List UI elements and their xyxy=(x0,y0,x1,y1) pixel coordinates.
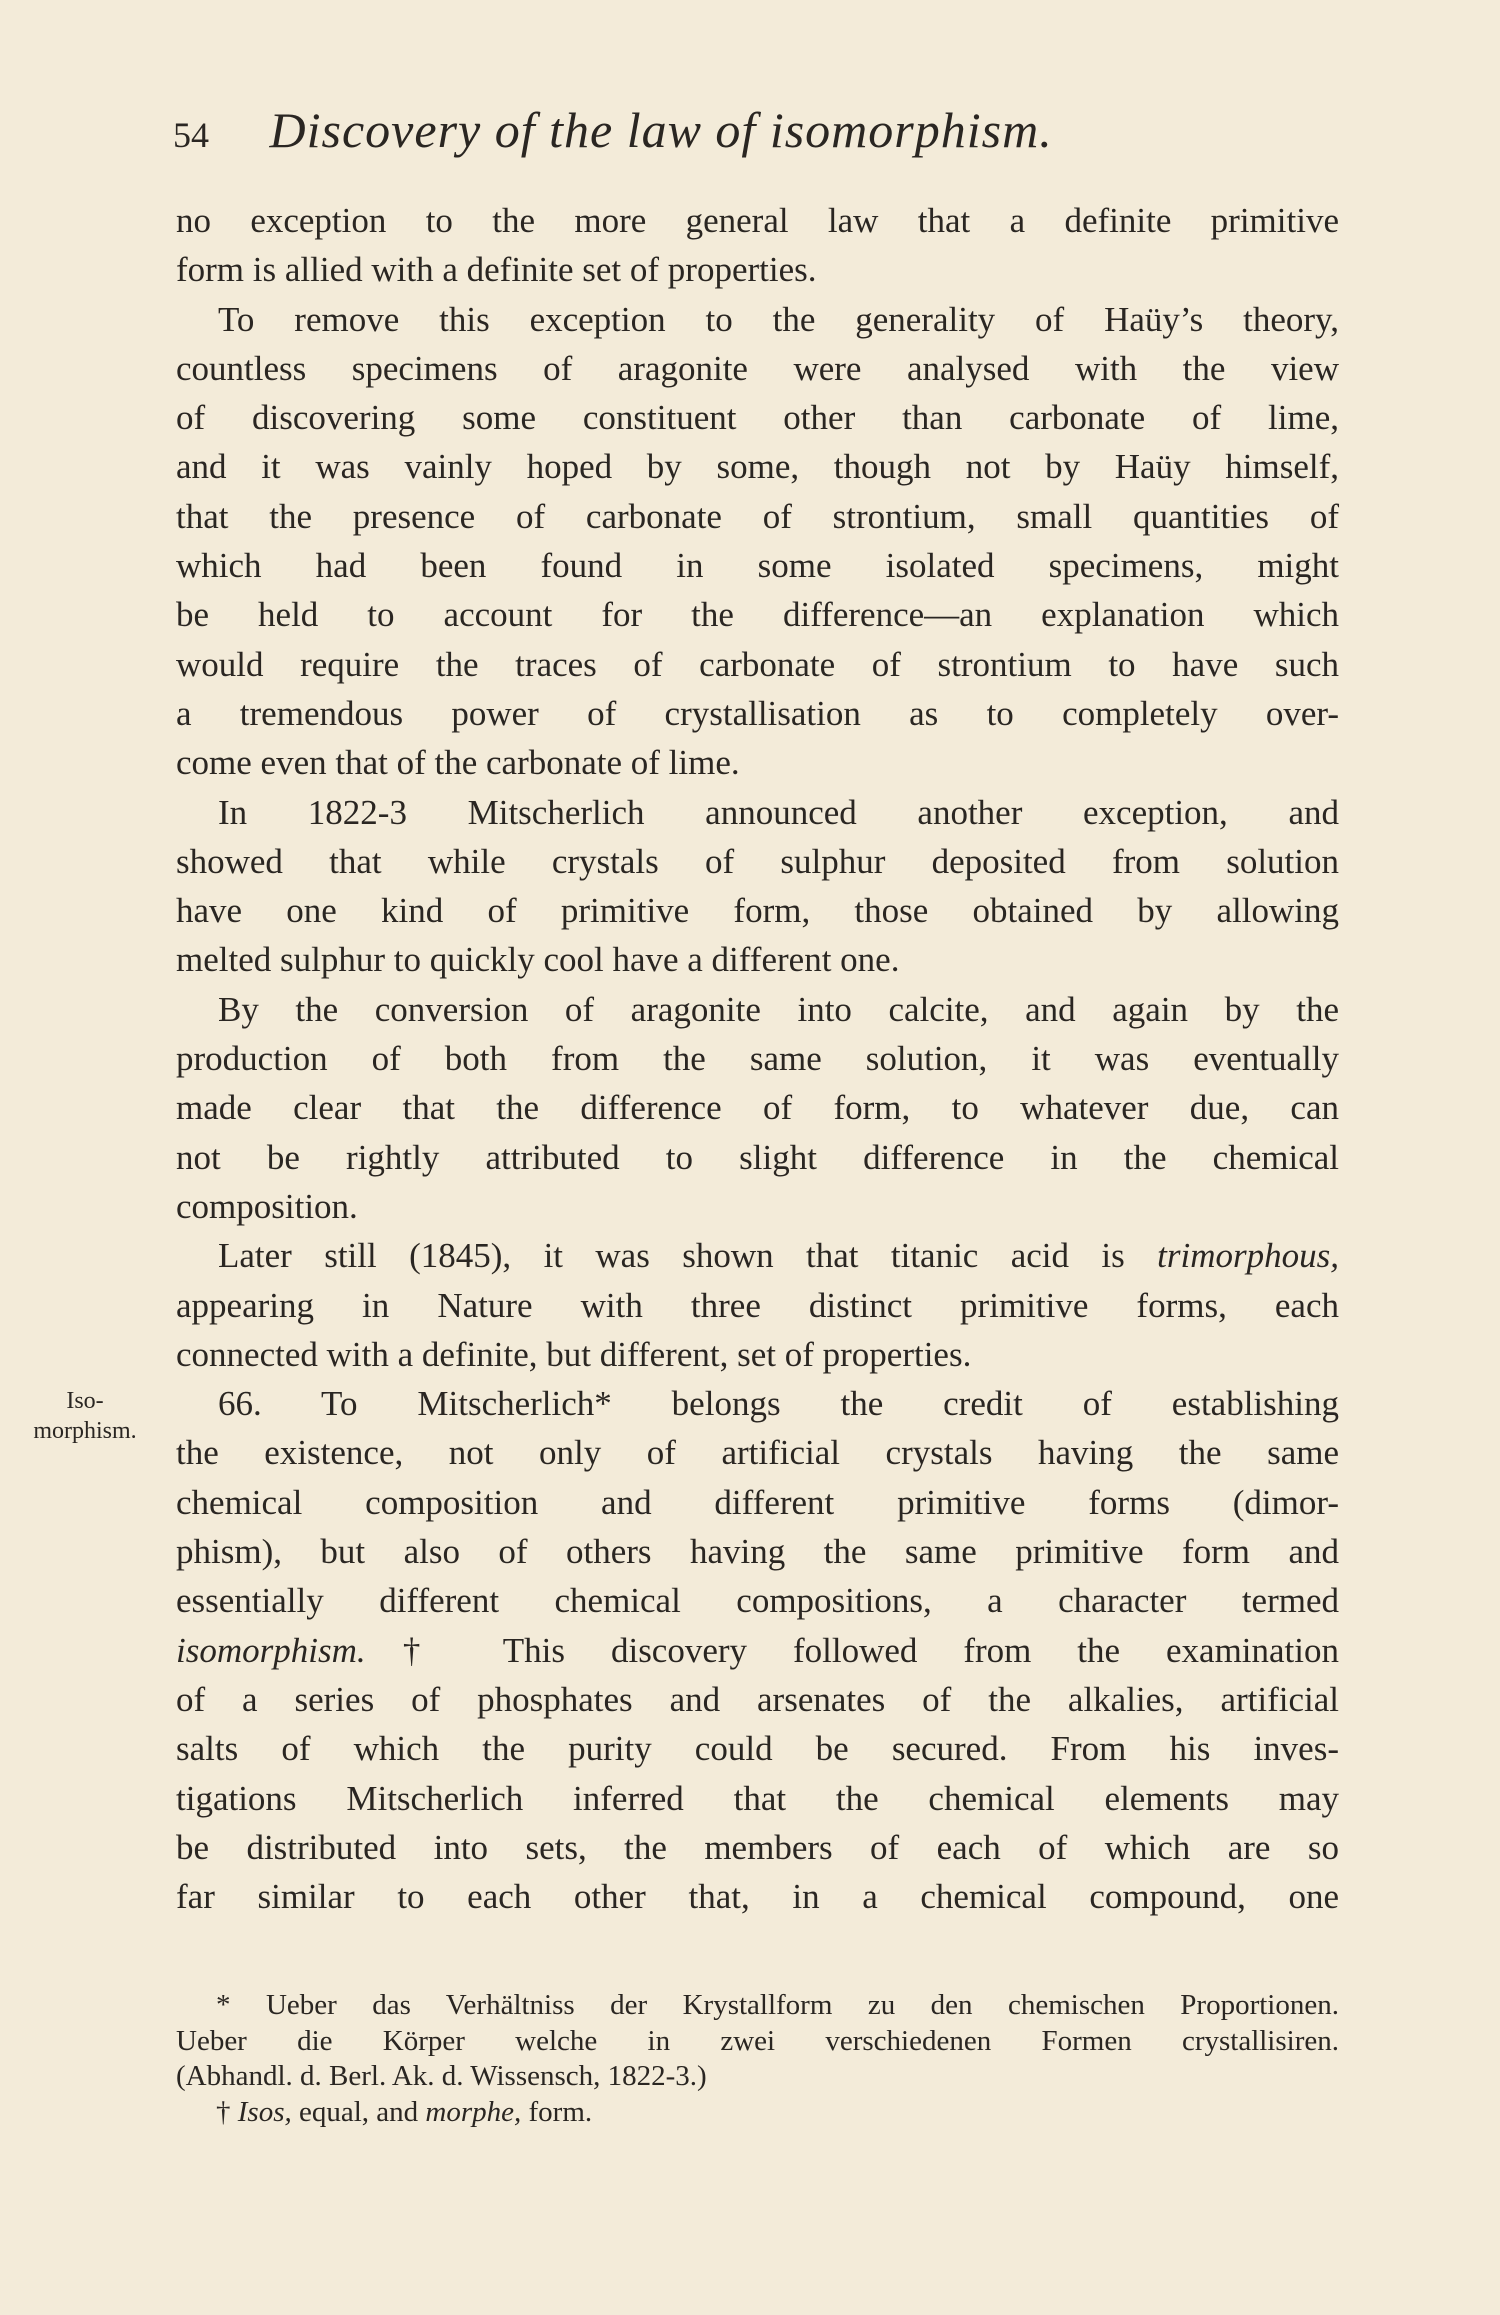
text-line: far similar to each other that, in a chemical compound, one xyxy=(176,1877,1339,1917)
text-line: showed that while crystals of sulphur deposited from solution xyxy=(176,841,1339,881)
text-line: of discovering some constituent other than carbonate of lime, xyxy=(176,398,1339,438)
text-line: appearing in Nature with three distinct primitive forms, each xyxy=(176,1285,1339,1325)
text-line: form is allied with a definite set of properties. xyxy=(176,250,817,290)
text-line: To remove this exception to the generality of Haüy’s theory, xyxy=(218,299,1339,339)
text-line xyxy=(176,1626,1339,1675)
text-line: countless specimens of aragonite were analysed with the view xyxy=(176,348,1339,388)
body-text xyxy=(176,196,1339,1921)
text-line: composition. xyxy=(176,1186,358,1226)
text-line xyxy=(176,1231,1339,1280)
text-line: come even that of the carbonate of lime. xyxy=(176,743,740,783)
page-number: 54 xyxy=(173,115,209,155)
text-line: no exception to the more general law that a definite primitive xyxy=(176,201,1339,240)
text-line: 66. To Mitscherlich* belongs the credit of establishing xyxy=(218,1384,1339,1424)
running-title: Discovery of the law of isomorphism. xyxy=(269,102,1053,158)
text-line: In 1822-3 Mitscherlich announced another exception, and xyxy=(218,792,1339,832)
italic-term: Isos, xyxy=(237,2095,292,2128)
text-line: chemical composition and different primitive forms (dimor- xyxy=(176,1482,1339,1522)
text-segment: equal, and xyxy=(291,2095,426,2128)
text-line: production of both from the same solution, it was eventually xyxy=(176,1039,1339,1079)
text-line: tigations Mitscherlich inferred that the chemical elements may xyxy=(176,1778,1339,1818)
text-line: connected with a definite, but different, set of properties. xyxy=(176,1334,972,1374)
text-line: phism), but also of others having the same primitive form and xyxy=(176,1532,1339,1572)
footnote-line xyxy=(176,2095,1339,2131)
footnote-line: (Abhandl. d. Berl. Ak. d. Wissensch, 1822-3.) xyxy=(176,2060,707,2092)
text-line: essentially different chemical compositions, a character termed xyxy=(176,1581,1339,1621)
margin-note-line: morphism. xyxy=(33,1418,137,1444)
page-header xyxy=(173,100,1343,165)
italic-term: morphe, xyxy=(425,2095,522,2128)
text-line: that the presence of carbonate of strontium, small quantities of xyxy=(176,496,1339,536)
text-line: melted sulphur to quickly cool have a different one. xyxy=(176,940,900,980)
text-segment: form. xyxy=(521,2095,593,2128)
footnote-mark: † xyxy=(216,2095,238,2128)
text-segment: † This discovery followed from the examination xyxy=(365,1630,1339,1670)
italic-term: trimorphous, xyxy=(1157,1236,1339,1276)
text-line: would require the traces of carbonate of strontium to have such xyxy=(176,644,1339,684)
text-line: and it was vainly hoped by some, though not by Haüy himself, xyxy=(176,447,1339,487)
margin-note xyxy=(0,1386,170,1446)
italic-term: isomorphism. xyxy=(176,1630,366,1670)
text-line: By the conversion of aragonite into calcite, and again by the xyxy=(218,989,1339,1029)
text-line: which had been found in some isolated specimens, might xyxy=(176,546,1339,586)
text-line: a tremendous power of crystallisation as to completely over- xyxy=(176,693,1339,733)
text-line: not be rightly attributed to slight difference in the chemical xyxy=(176,1137,1339,1177)
margin-note-line: Iso- xyxy=(66,1388,104,1414)
footnote-line: Ueber die Körper welche in zwei verschiedenen Formen crystallisiren. xyxy=(176,2024,1339,2057)
footnote-line: * Ueber das Verhältniss der Krystallform zu den chemischen Proportionen. xyxy=(216,1989,1339,2021)
text-segment: Later still (1845), it was shown that titanic acid is xyxy=(218,1236,1158,1276)
text-line: of a series of phosphates and arsenates of the alkalies, artificial xyxy=(176,1679,1339,1719)
text-line: the existence, not only of artificial crystals having the same xyxy=(176,1433,1339,1473)
text-line: be held to account for the difference—an explanation which xyxy=(176,595,1339,635)
text-line: have one kind of primitive form, those obtained by allowing xyxy=(176,891,1339,931)
footnotes xyxy=(176,1988,1339,2130)
text-line: salts of which the purity could be secured. From his inves- xyxy=(176,1729,1339,1769)
text-line: made clear that the difference of form, to whatever due, can xyxy=(176,1088,1339,1128)
text-line: be distributed into sets, the members of each of which are so xyxy=(176,1827,1339,1867)
